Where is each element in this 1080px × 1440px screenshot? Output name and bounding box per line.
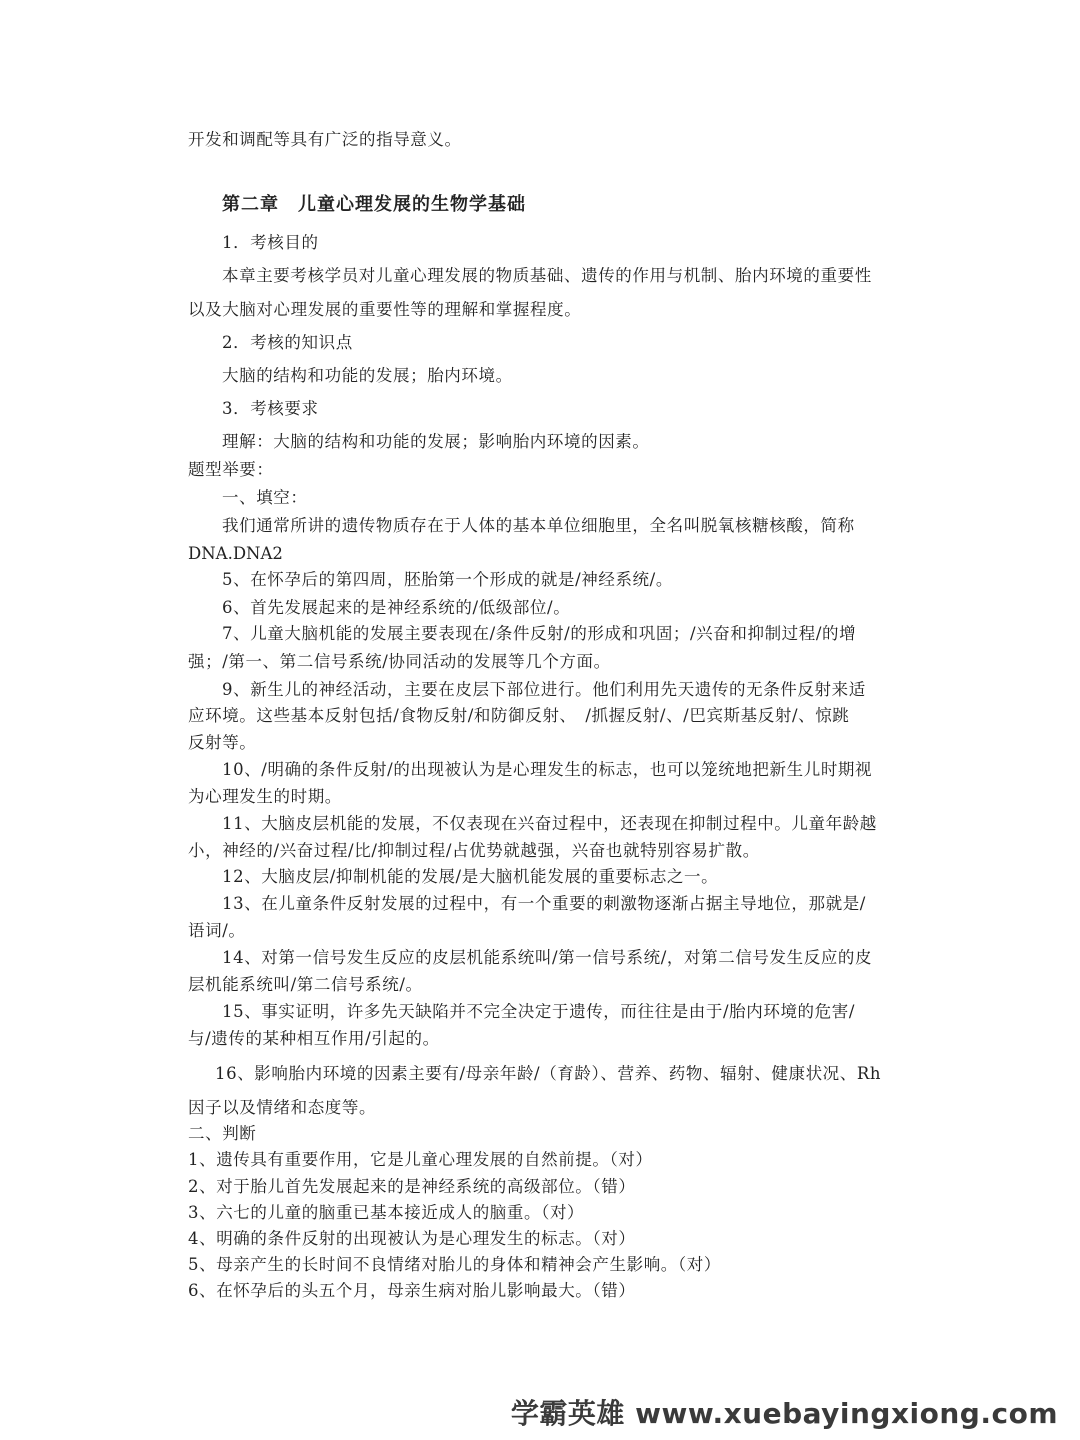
fill-item-line: 11、大脑皮层机能的发展，不仅表现在兴奋过程中，还表现在抑制过程中。儿童年龄越 <box>222 814 877 833</box>
fill-item-line: 6、首先发展起来的是神经系统的/低级部位/。 <box>222 598 571 617</box>
fill-item-line: 与/遗传的某种相互作用/引起的。 <box>188 1029 440 1048</box>
section-3-body: 理解：大脑的结构和功能的发展；影响胎内环境的因素。 <box>222 432 650 451</box>
fill-item-line: 12、大脑皮层/抑制机能的发展/是大脑机能发展的重要标志之一。 <box>222 867 719 886</box>
fill-item-line: 14、对第一信号发生反应的皮层机能系统叫/第一信号系统/，对第二信号发生反应的皮 <box>222 948 873 967</box>
section-1-body-line: 本章主要考核学员对儿童心理发展的物质基础、遗传的作用与机制、胎内环境的重要性 <box>222 266 872 285</box>
section-2-body: 大脑的结构和功能的发展；胎内环境。 <box>222 366 513 385</box>
fill-item-line: 层机能系统叫/第二信号系统/。 <box>188 975 423 994</box>
fill-item-line: DNA.DNA2 <box>188 544 283 563</box>
fill-item-line: 我们通常所讲的遗传物质存在于人体的基本单位细胞里，全名叫脱氧核糖核酸，简称 <box>222 516 855 535</box>
site-watermark: 学霸英雄 www.xuebayingxiong.com <box>510 1397 1058 1430</box>
section-1-body-line: 以及大脑对心理发展的重要性等的理解和掌握程度。 <box>188 300 582 319</box>
fill-item-line: 9、新生儿的神经活动，主要在皮层下部位进行。他们利用先天遗传的无条件反射来适 <box>222 680 866 699</box>
fill-item-line: 小，神经的/兴奋过程/比/抑制过程/占优势就越强，兴奋也就特别容易扩散。 <box>188 841 760 860</box>
judge-item: 1、遗传具有重要作用，它是儿童心理发展的自然前提。（对） <box>188 1150 653 1169</box>
fill-item-line: 16、影响胎内环境的因素主要有/母亲年龄/（育龄）、营养、药物、辐射、健康状况、Rh <box>215 1064 882 1083</box>
fill-item-line: 为心理发生的时期。 <box>188 787 342 806</box>
examples-label: 题型举要： <box>188 460 274 479</box>
section-1-heading: 1．考核目的 <box>222 233 319 252</box>
judge-item: 2、对于胎儿首先发展起来的是神经系统的高级部位。（错） <box>188 1177 636 1196</box>
judge-item: 5、母亲产生的长时间不良情绪对胎儿的身体和精神会产生影响。（对） <box>188 1255 721 1274</box>
fill-item-line: 13、在儿童条件反射发展的过程中，有一个重要的刺激物逐渐占据主导地位，那就是/ <box>222 894 866 913</box>
judge-label: 二、判断 <box>188 1124 257 1143</box>
judge-item: 6、在怀孕后的头五个月，母亲生病对胎儿影响最大。（错） <box>188 1281 636 1300</box>
judge-item: 3、六七的儿童的脑重已基本接近成人的脑重。（对） <box>188 1203 585 1222</box>
intro-tail-text: 开发和调配等具有广泛的指导意义。 <box>188 130 462 149</box>
judge-item: 4、明确的条件反射的出现被认为是心理发生的标志。（对） <box>188 1229 636 1248</box>
fill-item-line: 7、儿童大脑机能的发展主要表现在/条件反射/的形成和巩固；/兴奋和抑制过程/的增 <box>222 624 857 643</box>
fill-item-line: 应环境。这些基本反射包括/食物反射/和防御反射、 /抓握反射/、/巴宾斯基反射/、惊跳 <box>188 706 850 725</box>
fill-item-line: 5、在怀孕后的第四周，胚胎第一个形成的就是/神经系统/。 <box>222 570 673 589</box>
fill-blank-label: 一、填空： <box>222 488 308 507</box>
chapter-title: 第二章 儿童心理发展的生物学基础 <box>222 194 526 215</box>
section-3-heading: 3．考核要求 <box>222 399 319 418</box>
fill-item-line: 15、事实证明，许多先天缺陷并不完全决定于遗传，而往往是由于/胎内环境的危害/ <box>222 1002 856 1021</box>
fill-item-line: 10、/明确的条件反射/的出现被认为是心理发生的标志，也可以笼统地把新生儿时期视 <box>222 760 873 779</box>
fill-item-line: 语词/。 <box>188 921 246 940</box>
fill-item-line: 因子以及情绪和态度等。 <box>188 1098 377 1117</box>
fill-item-line: 强；/第一、第二信号系统/协同活动的发展等几个方面。 <box>188 652 611 671</box>
section-2-heading: 2．考核的知识点 <box>222 333 353 352</box>
fill-item-line: 反射等。 <box>188 733 257 752</box>
